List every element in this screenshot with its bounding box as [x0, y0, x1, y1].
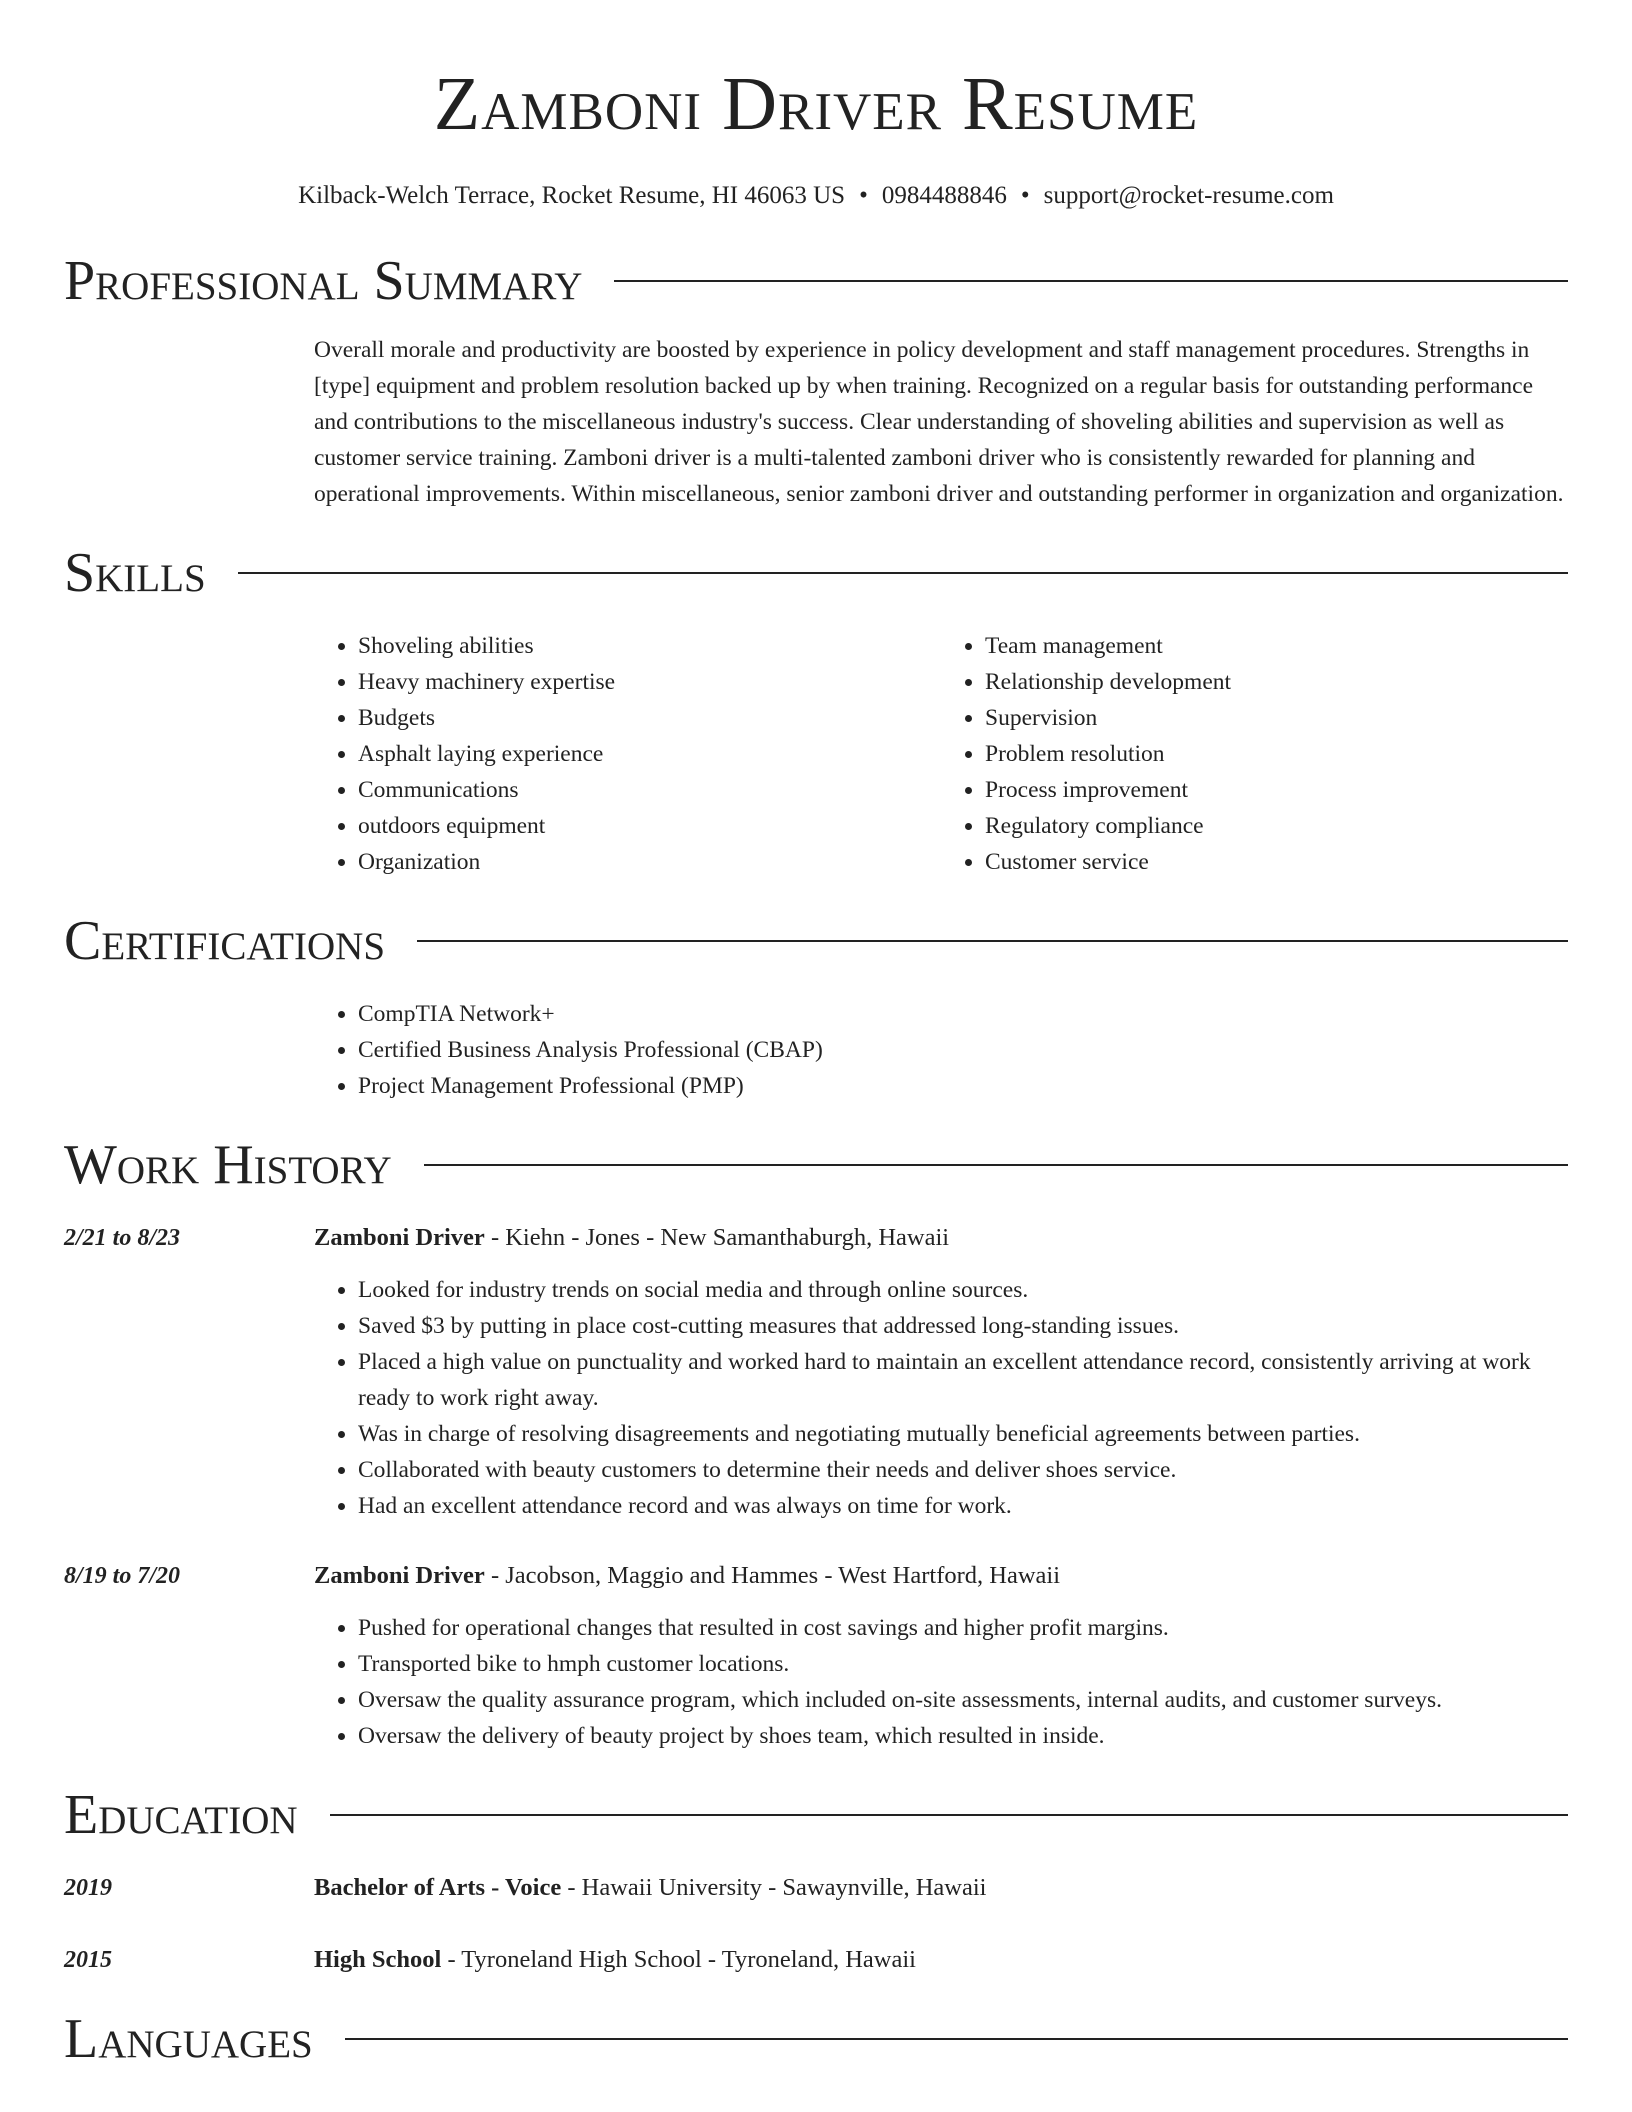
job-header — [64, 1558, 1568, 1594]
job-title-line — [314, 1220, 949, 1256]
job-bullet: • Was in charge of resolving disagreements and negotiating mutually beneficial agreements between parties. — [358, 1416, 1568, 1452]
summary-text: Overall morale and productivity are boosted by experience in policy development and staff management procedures. Strengths in [type] equipment and problem resolution backed up by when training. Recognized on a regular basis for outstanding performance and contributions to the miscellaneous industry's success. Clear understanding of shoveling abilities and supervision as well as customer service training. Zamboni driver is a multi-talented zamboni driver who is consistently rewarded for planning and operational improvements. Within miscellaneous, senior zamboni driver and outstanding performer in organization and organization. — [314, 337, 1564, 507]
education-section-header — [64, 1782, 1568, 1848]
section-divider — [345, 2038, 1568, 2040]
section-divider — [424, 1164, 1568, 1166]
skill-item: • Problem resolution — [985, 736, 1568, 772]
certifications-section-header — [64, 908, 1568, 974]
certifications-heading: Certifications — [64, 910, 386, 972]
skill-item: • Relationship development — [985, 664, 1568, 700]
skill-item: • Asphalt laying experience — [358, 736, 941, 772]
education-year: 2019 — [64, 1875, 112, 1901]
job-bullets — [314, 1272, 1568, 1524]
skills-columns — [314, 628, 1568, 880]
skill-item: • outdoors equipment — [358, 808, 941, 844]
certification-item: • CompTIA Network+ — [358, 996, 1568, 1032]
skill-item: • Organization — [358, 844, 941, 880]
job-bullet: • Saved $3 by putting in place cost-cutting measures that addressed long-standing issues. — [358, 1308, 1568, 1344]
education-entry — [64, 1942, 1568, 1978]
job-entry — [64, 1558, 1568, 1754]
skills-list-left — [314, 628, 941, 880]
languages-heading: Languages — [64, 2008, 313, 2070]
education-entry — [64, 1870, 1568, 1906]
certifications-block — [314, 996, 1568, 1104]
section-divider — [238, 572, 1568, 574]
skill-item: • Shoveling abilities — [358, 628, 941, 664]
certification-item: • Project Management Professional (PMP) — [358, 1068, 1568, 1104]
job-bullets — [314, 1610, 1568, 1754]
work-section-header — [64, 1132, 1568, 1198]
summary-heading: Professional Summary — [64, 250, 583, 312]
education-school: - Hawaii University - Sawaynville, Hawaii — [561, 1874, 987, 1901]
summary-section-header — [64, 248, 1568, 314]
work-heading: Work History — [64, 1134, 392, 1196]
section-divider — [614, 280, 1568, 282]
skill-item: • Communications — [358, 772, 941, 808]
job-entry — [64, 1220, 1568, 1524]
education-year: 2015 — [64, 1947, 112, 1973]
job-bullet: • Had an excellent attendance record and was always on time for work. — [358, 1488, 1568, 1524]
job-bullet: • Oversaw the delivery of beauty project by shoes team, which resulted in inside. — [358, 1718, 1568, 1754]
job-bullet: • Placed a high value on punctuality and worked hard to maintain an excellent attendance record, consistently arriving at work ready to work right away. — [358, 1344, 1568, 1416]
job-role: Zamboni Driver — [314, 1562, 485, 1589]
skills-section-header — [64, 540, 1568, 606]
job-bullet: • Transported bike to hmph customer locations. — [358, 1646, 1568, 1682]
languages-section-header — [64, 2006, 1568, 2072]
skill-item: • Heavy machinery expertise — [358, 664, 941, 700]
certification-item: • Certified Business Analysis Professional (CBAP) — [358, 1032, 1568, 1068]
certifications-list — [314, 996, 1568, 1104]
education-degree: Bachelor of Arts - Voice — [314, 1874, 562, 1901]
resume-title: Zamboni Driver Resume — [433, 62, 1199, 146]
job-bullet: • Pushed for operational changes that resulted in cost savings and higher profit margins. — [358, 1610, 1568, 1646]
education-line — [314, 1942, 916, 1978]
contact-line — [64, 180, 1568, 212]
contact-phone: 0984488846 — [881, 182, 1007, 209]
skill-item: • Regulatory compliance — [985, 808, 1568, 844]
section-divider — [330, 1814, 1568, 1816]
contact-address: Kilback-Welch Terrace, Rocket Resume, HI 46063 US — [298, 182, 846, 209]
education-school: - Tyroneland High School - Tyroneland, Hawaii — [441, 1946, 916, 1973]
job-dates: 2/21 to 8/23 — [64, 1225, 181, 1251]
skills-heading: Skills — [64, 542, 206, 604]
contact-email: support@rocket-resume.com — [1043, 182, 1334, 209]
skill-item: • Team management — [985, 628, 1568, 664]
job-header — [64, 1220, 1568, 1256]
job-role: Zamboni Driver — [314, 1224, 485, 1251]
section-divider — [417, 940, 1568, 942]
job-dates: 8/19 to 7/20 — [64, 1563, 181, 1589]
education-degree: High School — [314, 1946, 442, 1973]
job-title-line — [314, 1558, 1060, 1594]
education-line — [314, 1870, 986, 1906]
contact-separator: • — [859, 182, 868, 209]
job-bullet: • Oversaw the quality assurance program, which included on-site assessments, internal audits, and customer surveys. — [358, 1682, 1568, 1718]
contact-separator: • — [1020, 182, 1030, 209]
education-heading: Education — [64, 1784, 298, 1846]
skill-item: • Budgets — [358, 700, 941, 736]
skill-item: • Supervision — [985, 700, 1568, 736]
job-bullet: • Looked for industry trends on social media and through online sources. — [358, 1272, 1568, 1308]
job-bullet: • Collaborated with beauty customers to determine their needs and deliver shoes service. — [358, 1452, 1568, 1488]
skill-item: • Process improvement — [985, 772, 1568, 808]
skills-list-right — [941, 628, 1568, 880]
job-employer: - Jacobson, Maggio and Hammes - West Hartford, Hawaii — [484, 1562, 1061, 1589]
skill-item: • Customer service — [985, 844, 1568, 880]
job-employer: - Kiehn - Jones - New Samanthaburgh, Hawaii — [484, 1224, 950, 1251]
